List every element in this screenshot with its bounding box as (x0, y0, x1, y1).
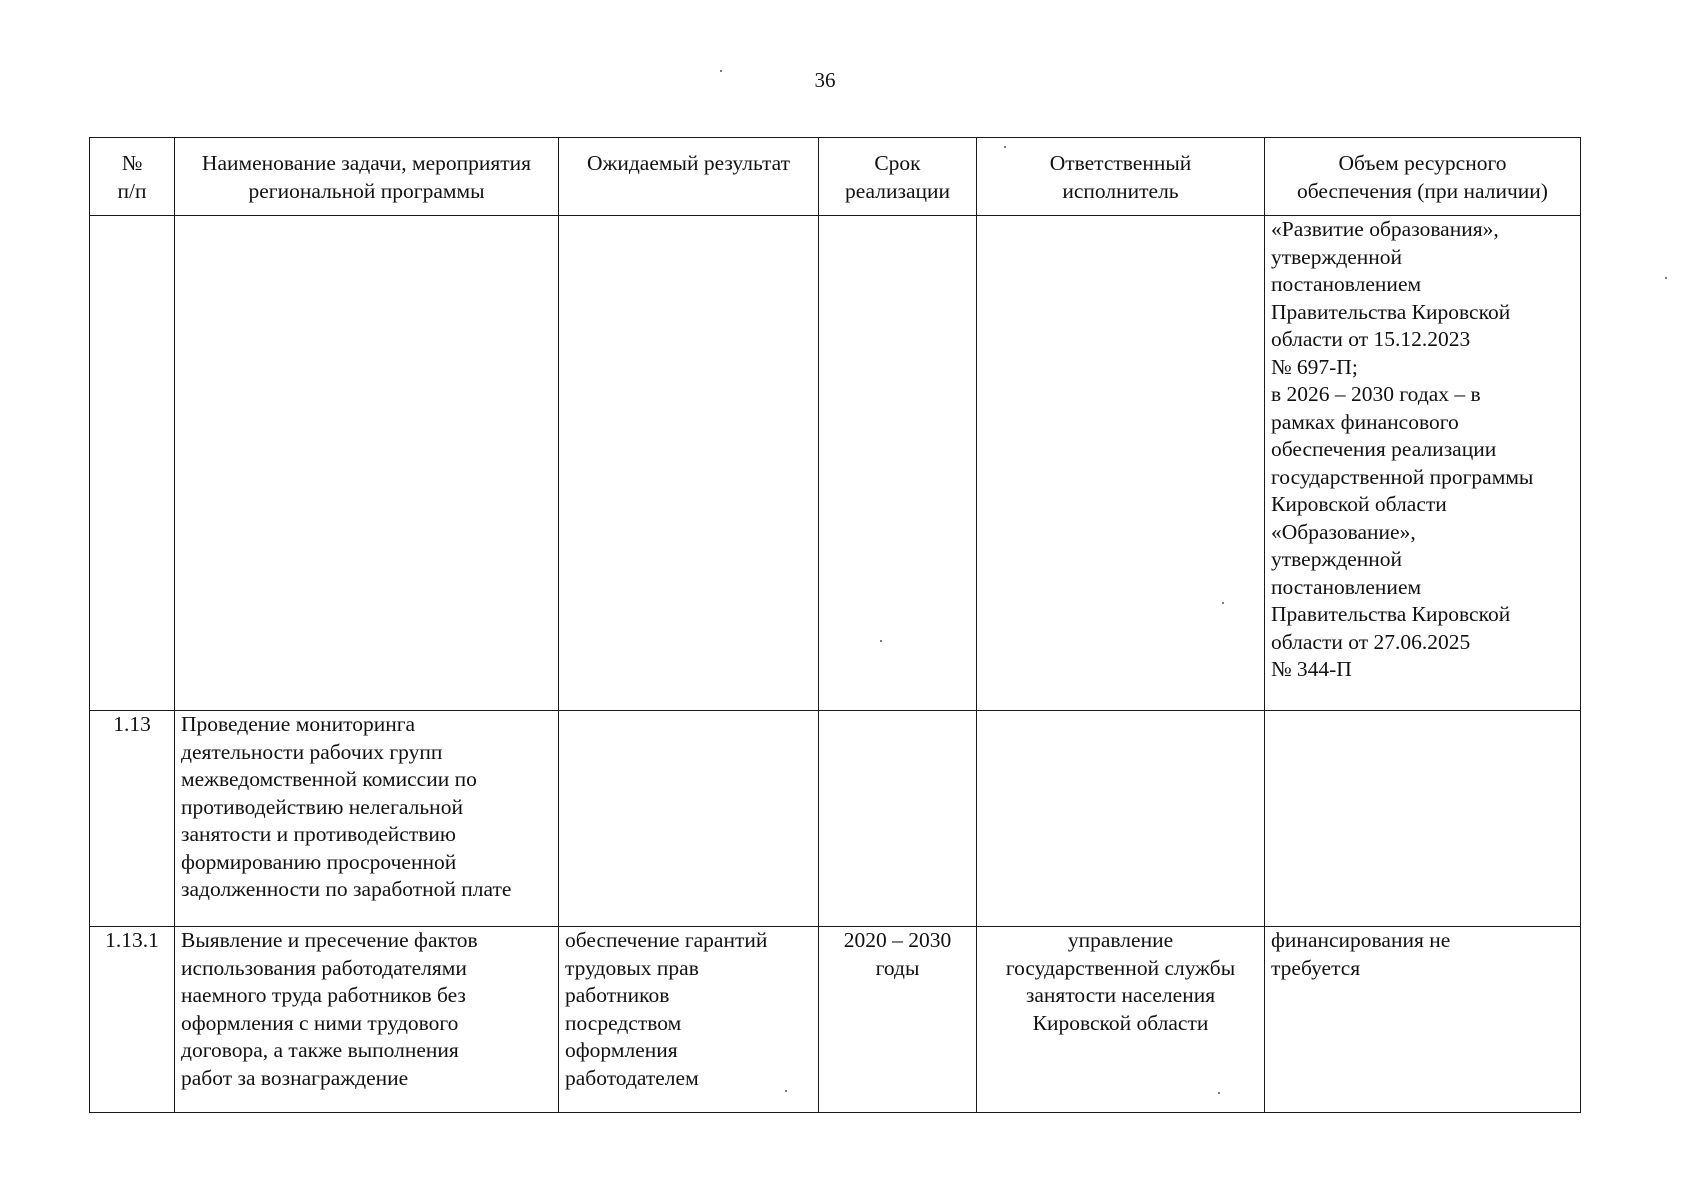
cell-task: Выявление и пресечение фактов использования работодателями наемного труда работников без оформления с ними трудового договора, а также выполнения работ за вознаграждение (175, 927, 559, 1113)
cell-term: 2020 – 2030 годы (819, 927, 977, 1113)
cell-result: обеспечение гарантий трудовых прав работников посредством оформления работодателем (559, 927, 819, 1113)
header-term: Срок реализации (819, 138, 977, 216)
table-header-row (90, 138, 1581, 216)
cell-executor (977, 711, 1265, 927)
scan-speck (720, 70, 722, 72)
cell-task (175, 216, 559, 711)
header-resources: Объем ресурсного обеспечения (при наличии) (1265, 138, 1581, 216)
cell-num (90, 216, 175, 711)
cell-num: 1.13 (90, 711, 175, 927)
scan-speck (1004, 146, 1006, 148)
page-number: 36 (814, 68, 836, 92)
cell-task: Проведение мониторинга деятельности рабочих групп межведомственной комиссии по противодействию нелегальной занятости и противодействию формированию просроченной задолженности по заработной плате (175, 711, 559, 927)
cell-executor (977, 216, 1265, 711)
table-row (90, 711, 1581, 927)
cell-num: 1.13.1 (90, 927, 175, 1113)
table-row (90, 927, 1581, 1113)
cell-executor: управление государственной службы занятости населения Кировской области (977, 927, 1265, 1113)
scan-speck (880, 640, 882, 642)
scan-speck (1665, 277, 1667, 279)
cell-resources (1265, 711, 1581, 927)
header-executor: Ответственный исполнитель (977, 138, 1265, 216)
header-result: Ожидаемый результат (559, 138, 819, 216)
header-num: № п/п (90, 138, 175, 216)
cell-resources: финансирования не требуется (1265, 927, 1581, 1113)
table-row (90, 216, 1581, 711)
cell-resources: «Развитие образования», утвержденной постановлением Правительства Кировской области от 15.12.2023 № 697-П; в 2026 – 2030 годах – в рамках финансового обеспечения реализации государственной программы Кировской области «Образование», утвержденной постановлением Правительства Кировской области от 27.06.2025 № 344-П (1265, 216, 1581, 711)
cell-result (559, 711, 819, 927)
program-table (89, 137, 1581, 1113)
cell-term (819, 711, 977, 927)
scan-speck (1218, 1092, 1220, 1094)
scan-speck (1222, 602, 1224, 604)
scan-speck (785, 1090, 787, 1092)
header-task: Наименование задачи, мероприятия региональной программы (175, 138, 559, 216)
cell-term (819, 216, 977, 711)
cell-result (559, 216, 819, 711)
